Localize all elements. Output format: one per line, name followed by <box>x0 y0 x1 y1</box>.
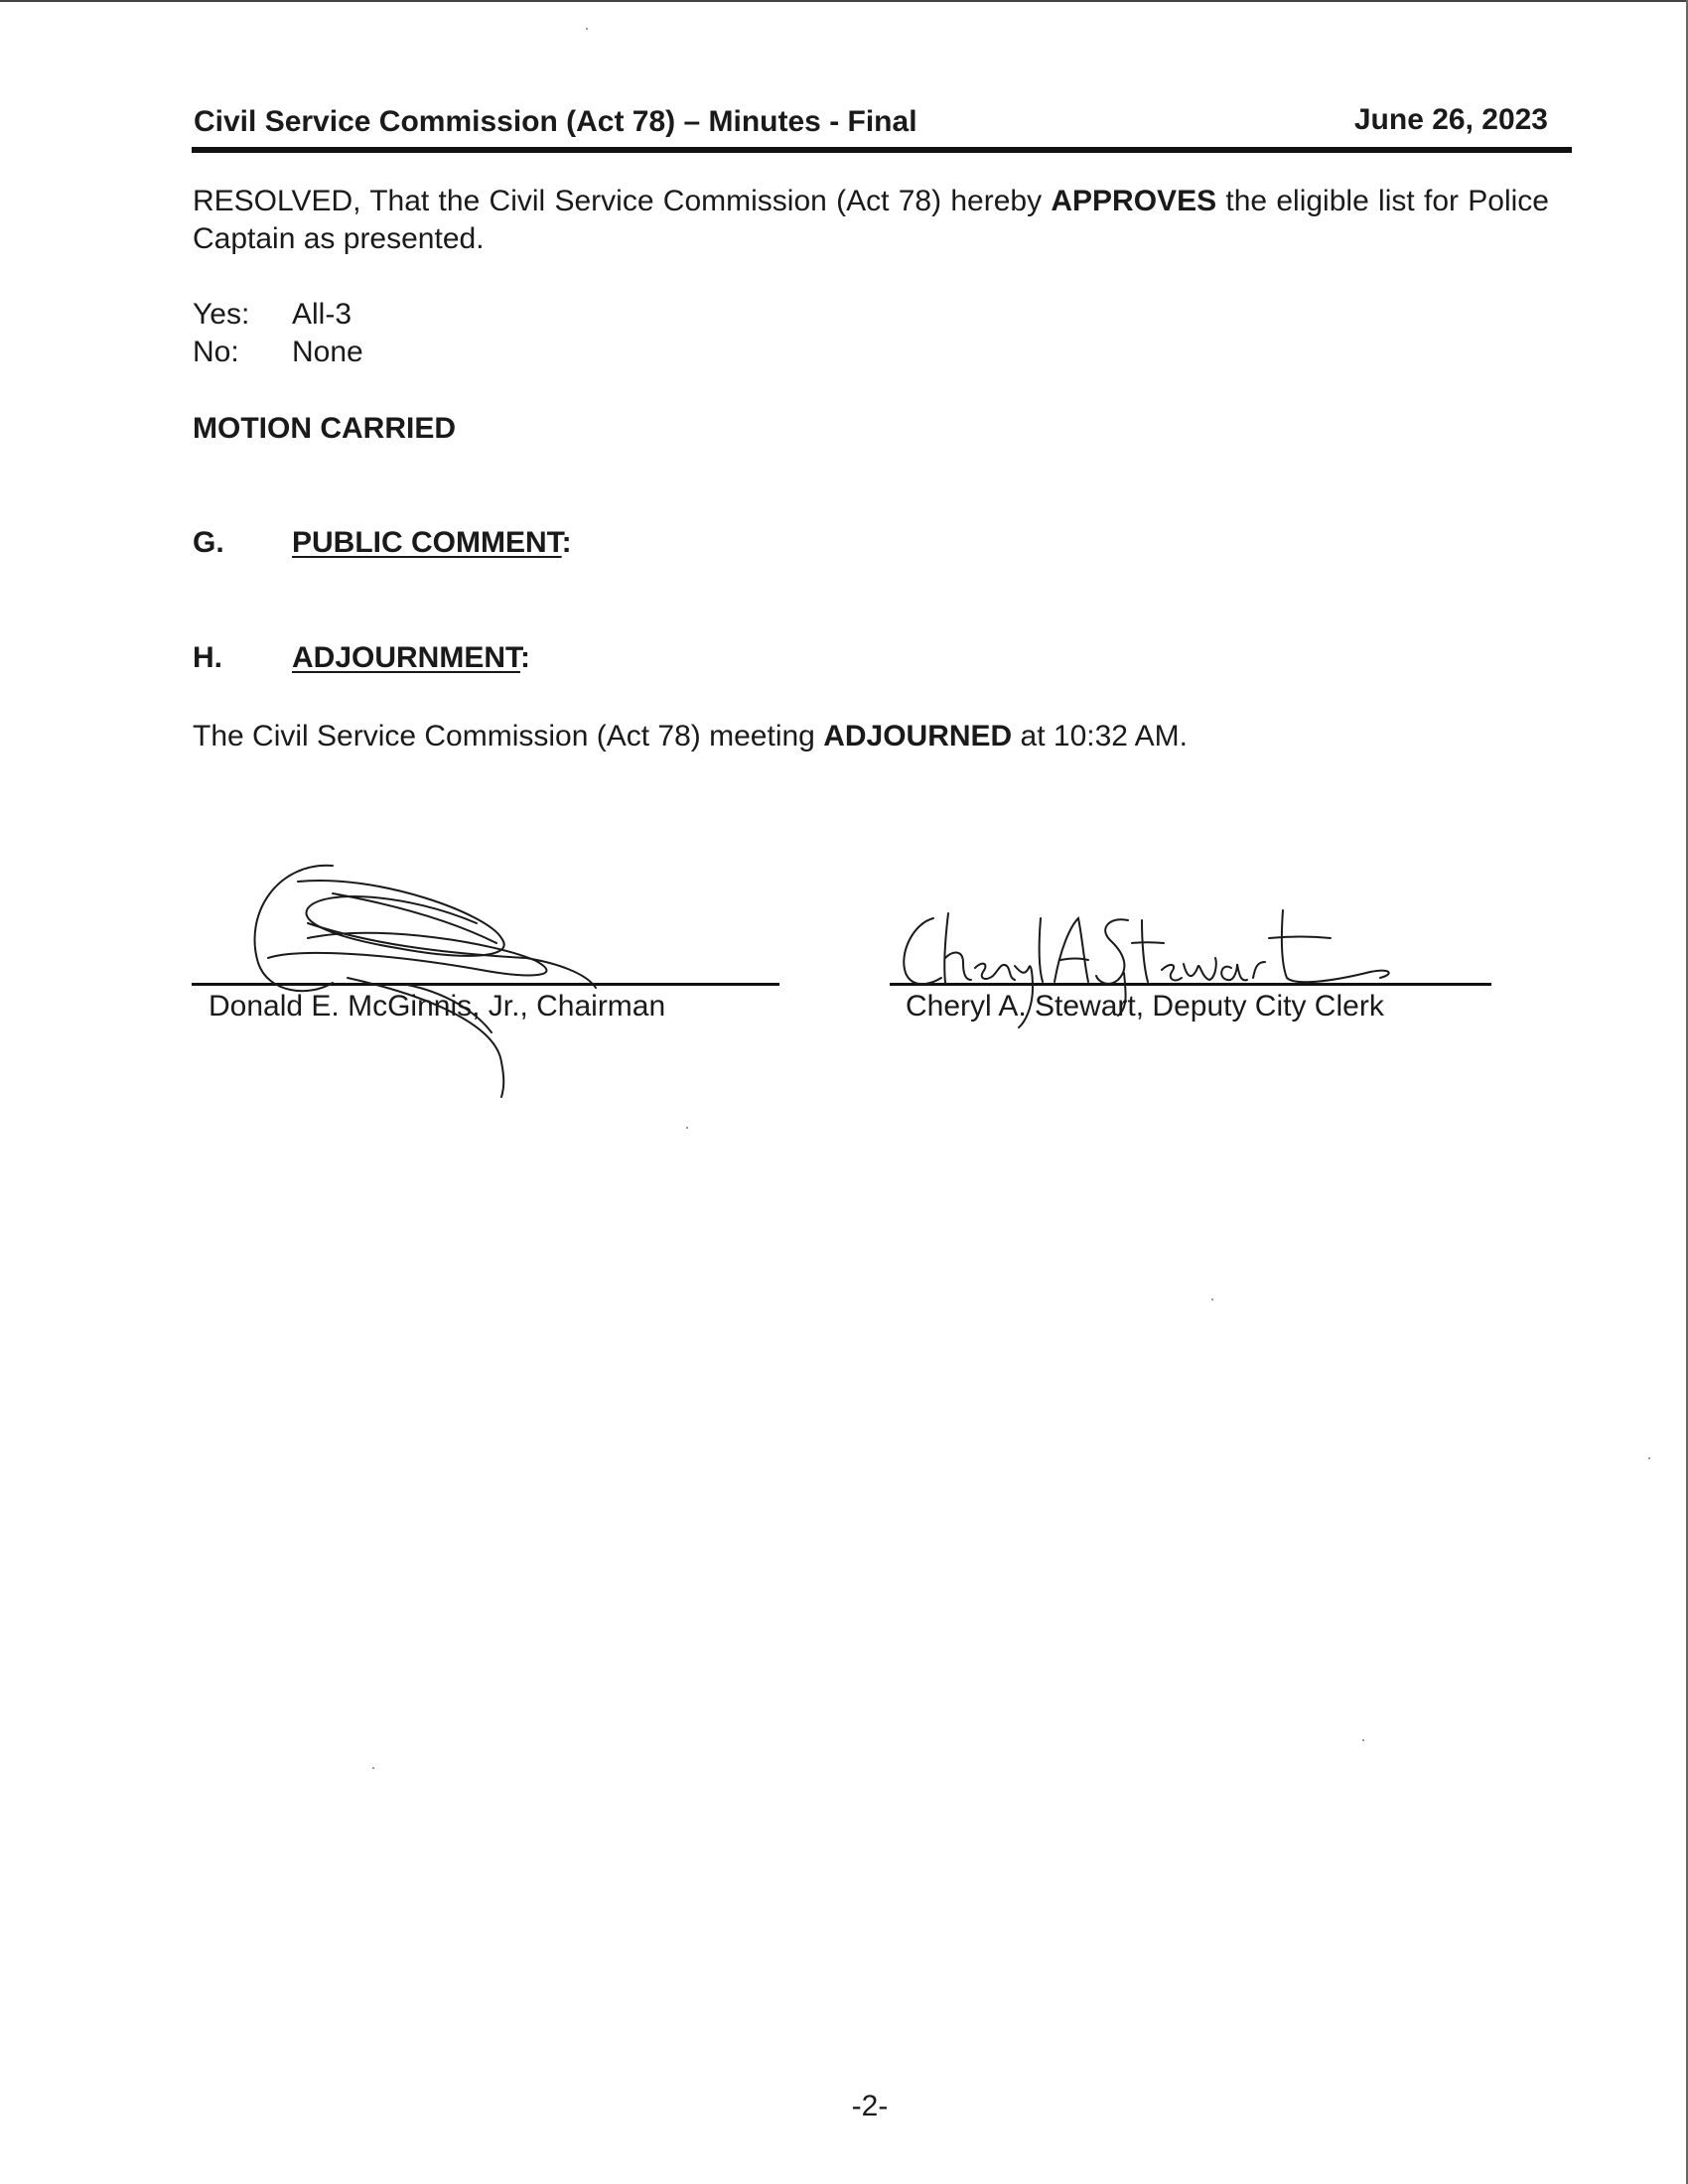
section-h-colon: : <box>520 641 531 674</box>
header-rule <box>192 147 1572 153</box>
scan-speck <box>1211 1298 1213 1300</box>
vote-no-value: None <box>292 336 363 368</box>
section-g-title: PUBLIC COMMENT <box>292 526 562 559</box>
section-g-heading <box>292 526 572 560</box>
resolution-text-start: RESOLVED, That the Civil Service Commission (Act 78) hereby <box>193 185 1052 217</box>
page-header <box>192 101 1548 143</box>
page-number: -2- <box>851 2090 889 2122</box>
adjournment-action: ADJOURNED <box>823 720 1013 752</box>
scan-speck <box>1362 1739 1364 1741</box>
resolution-text-end: the eligible list for Police Captain as presented. <box>193 185 1549 255</box>
vote-yes-value: All-3 <box>292 298 352 331</box>
document-title: Civil Service Commission (Act 78) – Minutes - Final <box>194 105 917 138</box>
scan-border-top <box>0 0 1688 2</box>
scan-speck <box>586 28 588 30</box>
resolution-paragraph <box>193 183 1549 258</box>
resolution-action: APPROVES <box>1051 185 1217 217</box>
scan-speck <box>372 1767 374 1769</box>
adjournment-text-end: at 10:32 AM. <box>1012 720 1188 752</box>
vote-no-label: No: <box>193 336 239 368</box>
section-h-letter: H. <box>193 641 222 674</box>
motion-result: MOTION CARRIED <box>193 412 456 445</box>
clerk-name: Cheryl A. Stewart, Deputy City Clerk <box>906 990 1384 1023</box>
scan-speck <box>1648 1457 1650 1459</box>
scan-speck <box>686 1127 688 1129</box>
adjournment-text-start: The Civil Service Commission (Act 78) meeting <box>193 720 824 752</box>
vote-no-row <box>193 334 363 371</box>
chairman-name: Donald E. McGinnis, Jr., Chairman <box>209 990 666 1023</box>
section-h-title: ADJOURNMENT <box>292 641 521 674</box>
meeting-date: June 26, 2023 <box>1353 103 1548 136</box>
section-g-letter: G. <box>193 526 224 559</box>
section-g-colon: : <box>561 526 572 559</box>
chairman-signature <box>238 854 616 1102</box>
vote-yes-label: Yes: <box>193 298 250 331</box>
section-h-heading <box>292 641 530 675</box>
vote-yes-row <box>193 296 363 334</box>
adjournment-paragraph <box>193 718 1188 755</box>
clerk-signature <box>894 898 1410 1037</box>
vote-tally <box>193 296 363 371</box>
